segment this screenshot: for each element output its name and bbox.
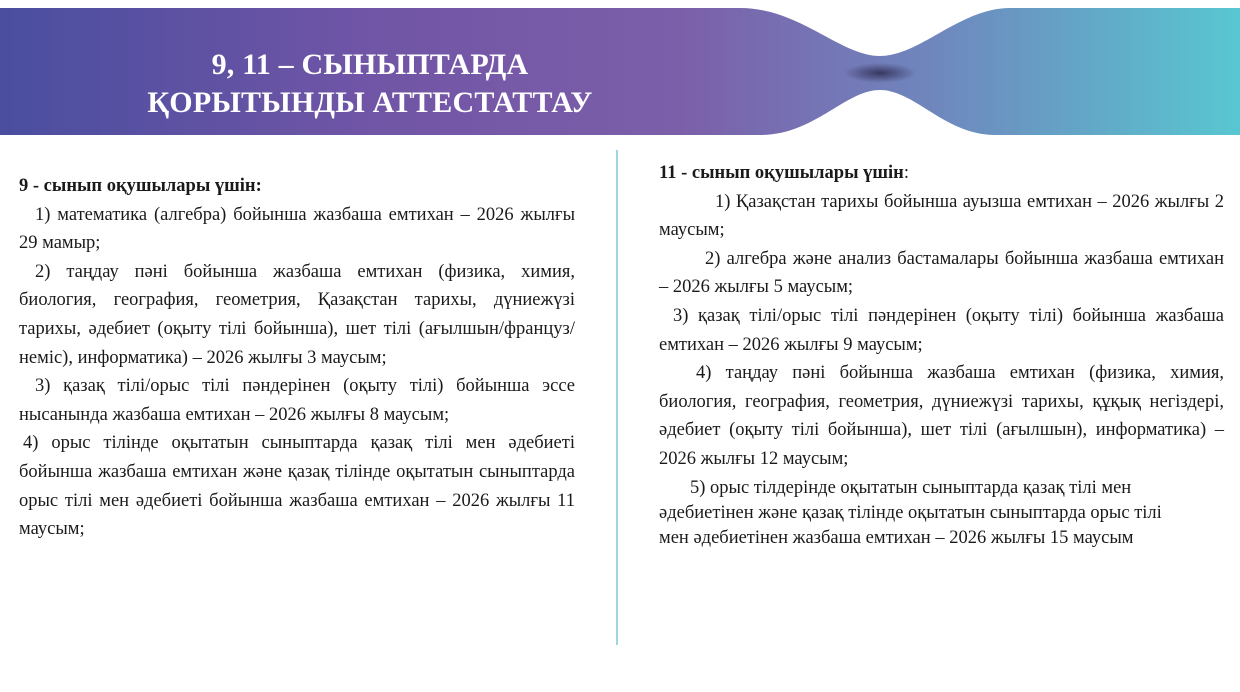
grade9-item-2: 2) таңдау пәні бойынша жазбаша емтихан (физика, химия, биология, география, геометрия, Қазақстан тарихы, дүниежүзі тарихы, әдебиет (оқыту тілі бойынша), шет тілі (ағылшын/француз/неміс), информатика) – 2026 жылғы 3 маусым; <box>19 261 575 368</box>
grade11-heading <box>659 159 1224 188</box>
title-line-2: ҚОРЫТЫНДЫ АТТЕСТАТТАУ <box>147 86 593 119</box>
grade11-column <box>659 159 1224 551</box>
grade9-item-3: 3) қазақ тілі/орыс тілі пәндерінен (оқыту тілі) бойынша эссе нысанында жазбаша емтихан – 2026 жылғы 8 маусым; <box>19 376 575 425</box>
grade9-item-1: 1) математика (алгебра) бойынша жазбаша емтихан – 2026 жылғы 29 мамыр; <box>19 204 575 254</box>
title-line-1: 9, 11 – СЫНЫПТАРДА <box>211 48 529 81</box>
grade9-heading: 9 - сынып оқушылары үшін: <box>19 176 262 196</box>
grade11-item-1: 1) Қазақстан тарихы бойынша ауызша емтихан – 2026 жылғы 2 маусым; <box>659 191 1224 241</box>
grade11-item-2: 2) алгебра және анализ бастамалары бойынша жазбаша емтихан – 2026 жылғы 5 маусым; <box>659 248 1224 298</box>
grade11-item-4: 4) таңдау пәні бойынша жазбаша емтихан (физика, химия, биология, география, геометрия, дүниежүзі тарихы, құқық негіздері, әдебиет (оқыту тілі бойынша), шет тілі (ағылшын), информатика) – 2026 жылғы 12 маусым; <box>659 363 1224 469</box>
grade11-heading-colon: : <box>903 163 909 183</box>
grade9-column <box>19 172 575 544</box>
column-divider <box>616 150 618 645</box>
grade11-item-3: 3) қазақ тілі/орыс тілі пәндерінен (оқыту тілі) бойынша жазбаша емтихан – 2026 жылғы 9 маусым; <box>659 305 1224 355</box>
grade11-item-5: 5) орыс тілдерінде оқытатын сыныптарда қазақ тілі мен әдебиетінен және қазақ тілінде оқытатын сыныптарда орыс тілі мен әдебиетінен жазбаша емтихан – 2026 жылғы 15 маусым <box>659 477 1162 548</box>
grade9-item-4: 4) орыс тілінде оқытатын сыныптарда қазақ тілі мен әдебиеті бойынша жазбаша емтихан және қазақ тілінде оқытатын сыныптарда орыс тілі мен әдебиеті бойынша жазбаша емтихан – 2026 жылғы 11 маусым; <box>19 433 575 540</box>
grade11-heading-text: 11 - сынып оқушылары үшін <box>659 163 904 183</box>
slide-title <box>70 46 670 122</box>
header-banner <box>0 8 1240 135</box>
